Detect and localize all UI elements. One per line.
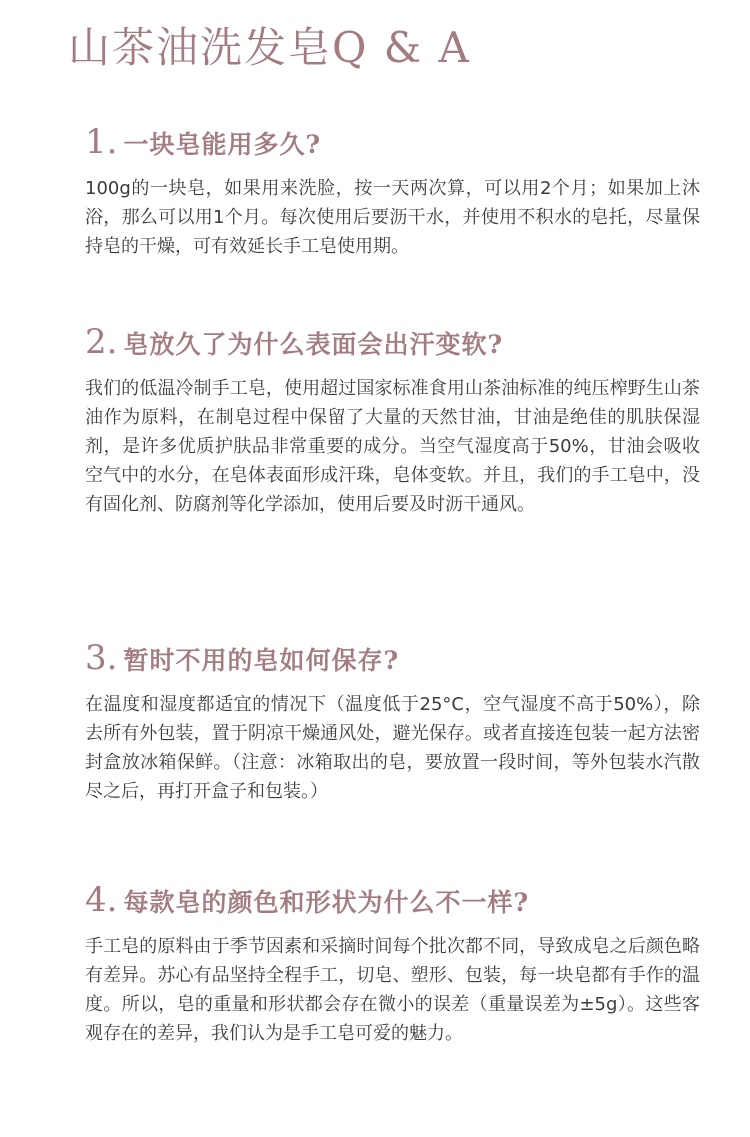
qa-item-2 [85,318,700,519]
question-text: 皂放久了为什么表面会出汗变软? [123,330,504,359]
qa-item-3 [85,634,700,806]
question-text: 每款皂的颜色和形状为什么不一样? [123,888,530,917]
question-number: 1. [85,122,118,162]
question-heading [85,634,700,682]
question-heading [85,318,700,366]
question-text: 一块皂能用多久? [123,130,322,159]
qa-item-1 [85,118,700,261]
question-number: 3. [85,638,118,678]
question-heading [85,876,700,924]
answer-text: 100g的一块皂，如果用来洗脸，按一天两次算，可以用2个月；如果加上沐浴，那么可以用1个月。每次使用后要沥干水，并使用不积水的皂托，尽量保持皂的干燥，可有效延长手工皂使用期。 [85,178,700,257]
question-text: 暂时不用的皂如何保存? [123,646,400,675]
answer-text: 在温度和湿度都适宜的情况下（温度低于25°C，空气湿度不高于50%），除去所有外包装，置于阴凉干燥通风处，避光保存。或者直接连包装一起方法密封盒放冰箱保鲜。（注意：冰箱取出的皂，要放置一段时间，等外包装水汽散尽之后，再打开盒子和包装。） [85,694,700,802]
answer-text: 我们的低温冷制手工皂，使用超过国家标准食用山茶油标准的纯压榨野生山茶油作为原料，在制皂过程中保留了大量的天然甘油，甘油是绝佳的肌肤保湿剂，是许多优质护肤品非常重要的成分。当空气湿度高于50%，甘油会吸收空气中的水分，在皂体表面形成汗珠，皂体变软。并且，我们的手工皂中，没有固化剂、防腐剂等化学添加，使用后要及时沥干通风。 [85,378,700,515]
question-heading [85,118,700,166]
question-number: 4. [85,880,118,920]
answer-text: 手工皂的原料由于季节因素和采摘时间每个批次都不同，导致成皂之后颜色略有差异。苏心有品坚持全程手工，切皂、塑形、包装，每一块皂都有手作的温度。所以，皂的重量和形状都会存在微小的误差（重量误差为±5g）。这些客观存在的差异，我们认为是手工皂可爱的魅力。 [85,936,700,1044]
qa-item-4 [85,876,700,1048]
page-title: 山茶油洗发皂Q & A [68,23,471,72]
question-number: 2. [85,322,118,362]
